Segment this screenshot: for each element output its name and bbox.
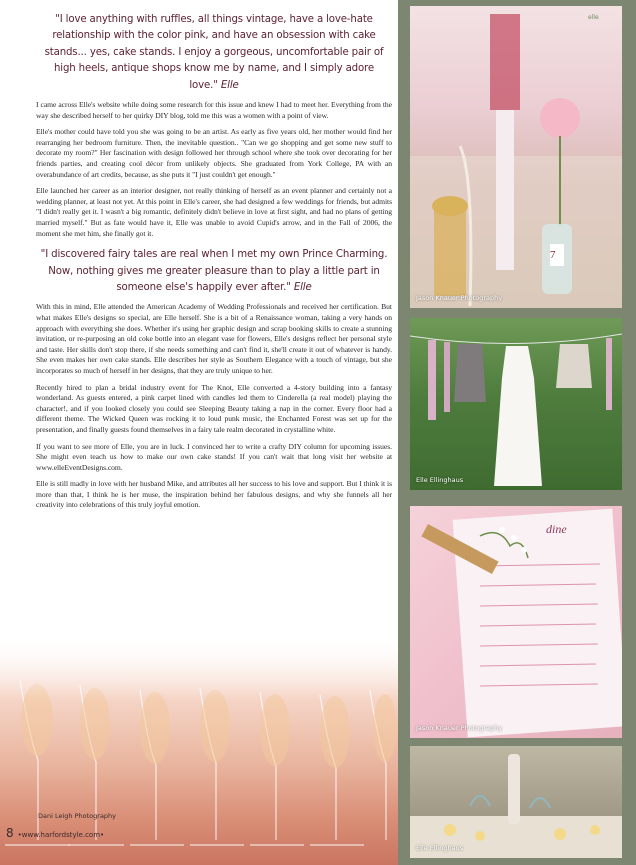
paragraph: Recently hired to plan a bridal industry event for The Knot, Elle converted a 4-story building into a fantasy wonderland. As guests entered, a pink carpet lined with candles led them to Cinderella (a real model) playing the character!, and if you looked closely you could see Sleeping Beauty taking a nap in the corner. Every floor had a different theme. The Wicked Queen was rocking it to loud punk music, the Enchanted Forest was set up for the presentation, and finally guests found themselves in a fairy tale realm decorated in crystalline white.	[36, 382, 392, 434]
pull-quote-attribution: Elle	[220, 79, 239, 91]
tablescape-illustration	[410, 746, 622, 858]
article-body-part-2	[36, 302, 392, 511]
centerpiece-illustration	[410, 6, 622, 308]
pull-quote-text: "I discovered fairy tales are real when I met my own Prince Charming. Now, nothing gives me greater pleasure than to play a little part in someone else's happily ever after."	[40, 249, 388, 293]
table-number: 7	[550, 249, 556, 261]
article-column	[36, 12, 392, 517]
tablescape-photo	[410, 746, 622, 858]
centerpiece-photo	[410, 6, 622, 308]
paragraph: I came across Elle's website while doing some research for this issue and knew I had to meet her. Everything from the way she described herself to her quirky DIY blog, told me this was a women with a point of view.	[36, 100, 392, 120]
pull-quote-top	[40, 12, 388, 94]
paragraph: Elle launched her career as an interior designer, not really thinking of herself as an event planner and certainly not a wedding planner, at least not yet. At this point in Elle's career, she had designed a few weddings for friends, but admits "I didn't really get it. I wasn't a big romantic, definitely didn't believe in love at first sight, and had no plans of getting married myself." But as fate would have it, Elle was unable to avoid Cupid's arrow, and in the Fall of 2006, the moment she met him, she finally got it.	[36, 186, 392, 238]
photo-credit: Jason Knauer Photography	[416, 294, 503, 302]
photo-credit: Dani Leigh Photography	[38, 812, 117, 820]
pull-quote-middle	[40, 247, 388, 296]
photo-credit: Jason Knauer Photography	[416, 724, 503, 732]
clothesline-photo	[410, 318, 622, 490]
page-number: 8	[6, 826, 14, 840]
pull-quote-attribution: Elle	[293, 281, 312, 293]
menu-title: dine	[546, 522, 567, 536]
paragraph: Elle's mother could have told you she was going to be an artist. As early as five years old, her mother would find her rearranging her bedroom furniture. Then, the inevitable question.. "Can we go shopping and get some new stuff to decorate my room?" Her fascination with design followed her through school where she took over decorating for her friends parties, and creating cool décor from unlikely objects. She graduated from York College, PA with an overabundance of art credits, because, as she puts it "I just couldn't get enough."	[36, 127, 392, 179]
article-body-part-1	[36, 100, 392, 239]
photo-top-fade	[0, 640, 398, 700]
clothesline-illustration	[410, 318, 622, 490]
page-footer	[6, 826, 104, 840]
footer-website[interactable]: •www.harfordstyle.com•	[17, 831, 105, 839]
pull-quote-text: "I love anything with ruffles, all things vintage, have a love-hate relationship with the color pink, and have an obsession with cake stands... yes, cake stands. I enjoy a gorgeous, uncomfortable pair of high heels, antique shops know me by name, and I simply adore love."	[44, 14, 384, 91]
paragraph: If you want to see more of Elle, you are in luck. I convinced her to write a crafty DIY column for upcoming issues. She might even teach us how to make our own cake stands! If you can't wait that long visit her website at www.elleEventDesigns.com.	[36, 441, 392, 472]
photo-sidebar	[398, 0, 636, 865]
photo-credit: Elle Ellinghaus	[416, 844, 464, 852]
sign-text: elle	[588, 14, 599, 21]
paragraph: With this in mind, Elle attended the American Academy of Wedding Professionals and received her certification. But what makes Elle's designs so special, are Elle herself. She is a bit of a Renaissance woman, taking a very hands on approach with everything she does. Whether it's using her graphic design and scrap booking skills to create a stunning invitation, or re-purposing an old coke bottle into an elegant vase for flowers, Elle's designs reflect her personal style and taste. Her skills don't stop there, if she needs something and can't find it, she'll create it out of whatever is handy. She even makes her own cake stands. Elle describes her style as Southern Elegance with a touch of vintage, but she incorporates so much of herself in her designs, that they are truly unique to her.	[36, 302, 392, 375]
menu-card-photo	[410, 506, 622, 738]
menu-card-illustration	[410, 506, 622, 738]
paragraph: Elle is still madly in love with her husband Mike, and attributes all her success to his love and support. But I think it is more than that, I think he is her muse, the inspiration behind her fabulous designs, and why she funnels all her creativity into celebrations of this truly joyful emotion.	[36, 479, 392, 510]
photo-credit: Elle Ellinghaus	[416, 476, 464, 484]
